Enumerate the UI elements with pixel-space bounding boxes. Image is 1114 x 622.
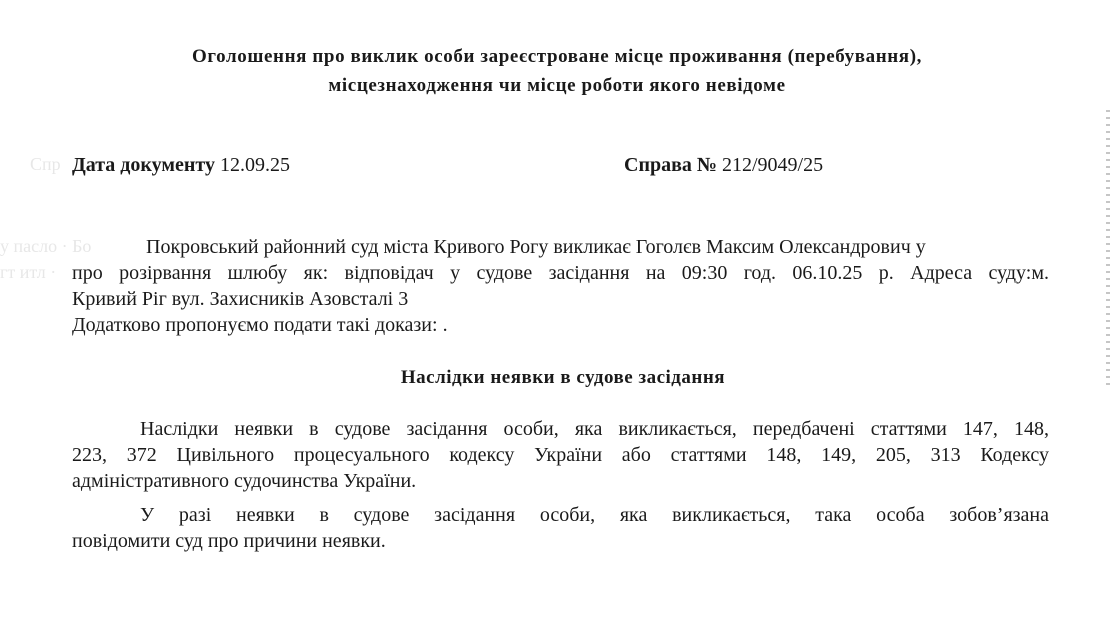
summons-line-1: Покровський районний суд міста Кривого Рогу викликає Гоголєв Максим Олександрович у [146, 236, 926, 258]
consequences-para2-line2: повідомити суд про причини неявки. [72, 530, 386, 552]
title-line-1: Оголошення про виклик особи зареєстроване місце проживання (перебування), [192, 46, 922, 67]
title-line-2: місцезнаходження чи місце роботи якого невідоме [328, 75, 786, 96]
summons-line-2: про розірвання шлюбу як: відповідач у судове засідання на 09:30 год. 06.10.25 р. Адреса суду:м. [72, 262, 1049, 284]
scan-edge-artifact [1106, 110, 1110, 390]
date-value: 12.09.25 [220, 154, 290, 176]
evidence-request: Додатково пропонуємо подати такі докази: . [72, 314, 448, 336]
consequences-para1-line3: адміністративного судочинства України. [72, 470, 417, 492]
case-label: Справа № [624, 154, 717, 176]
document-date [72, 152, 290, 178]
case-value: 212/9049/25 [722, 154, 824, 176]
date-label: Дата документу [72, 154, 215, 176]
bleed-through-artifact: гт итл · [0, 262, 57, 282]
consequences-heading: Наслідки неявки в судове засідання [400, 367, 726, 388]
case-number [624, 152, 823, 178]
bleed-through-artifact: у пасло · Бо [0, 236, 92, 256]
consequences-para1-line1: Наслідки неявки в судове засідання особи, яка викликається, передбачені статтями 147, 148, [140, 418, 1049, 440]
bleed-through-artifact: Спр [30, 154, 61, 174]
consequences-para1-line2: 223, 372 Цивільного процесуального кодексу України або статтями 148, 149, 205, 313 Кодексу [72, 444, 1049, 466]
summons-line-3: Кривий Ріг вул. Захисників Азовсталі 3 [72, 288, 409, 310]
consequences-para2-line1: У разі неявки в судове засідання особи, яка викликається, така особа зобов’язана [140, 504, 1049, 526]
document-title [0, 42, 1114, 100]
